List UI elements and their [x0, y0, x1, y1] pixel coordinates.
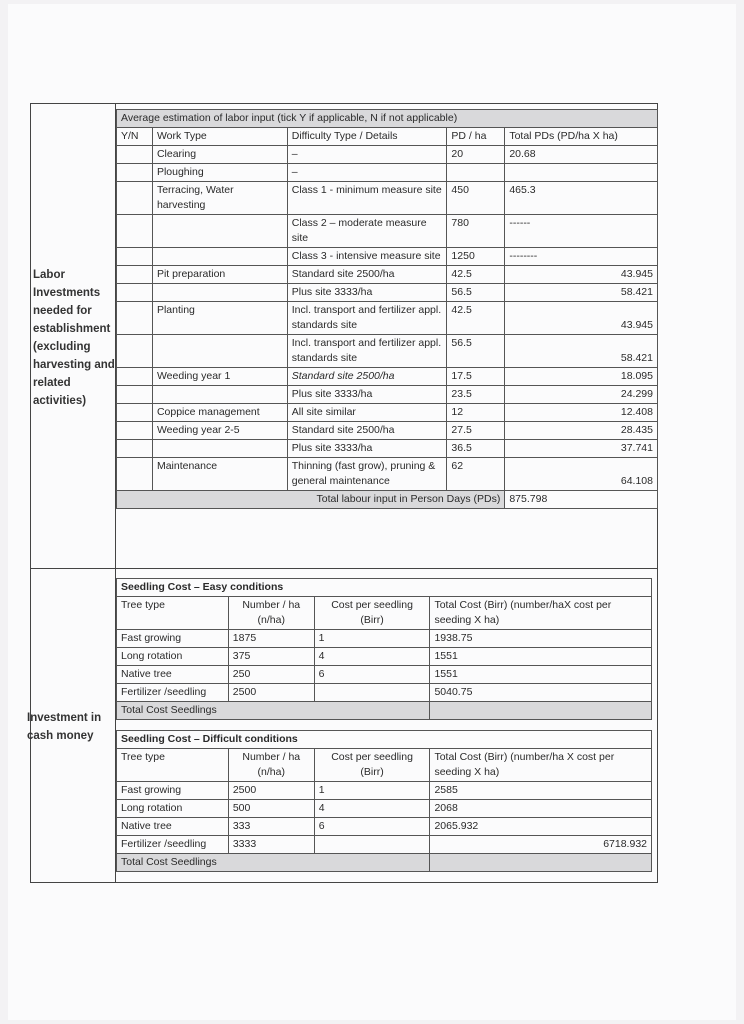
- pd-cell: 17.5: [447, 368, 505, 386]
- total-cell: 20.68: [505, 146, 658, 164]
- labor-caption: Average estimation of labor input (tick Y if applicable, N if not applicable): [117, 110, 658, 128]
- yn-cell[interactable]: [117, 422, 153, 440]
- header-total-pds: Total PDs (PD/ha X ha): [505, 128, 658, 146]
- work-type-cell: [152, 335, 287, 368]
- total-cell: 58.421: [505, 284, 658, 302]
- work-type-cell: Weeding year 1: [152, 368, 287, 386]
- table-row: [117, 248, 658, 266]
- pd-cell: 27.5: [447, 422, 505, 440]
- pd-cell: 42.5: [447, 266, 505, 284]
- header-difficulty: Difficulty Type / Details: [287, 128, 447, 146]
- tree-type-cell: Long rotation: [117, 648, 229, 666]
- difficulty-cell: Thinning (fast grow), pruning & general maintenance: [287, 458, 447, 491]
- yn-cell[interactable]: [117, 404, 153, 422]
- yn-cell[interactable]: [117, 182, 153, 215]
- table-row: [117, 800, 652, 818]
- number-cell: 2500: [228, 684, 314, 702]
- total-cell: ------: [505, 215, 658, 248]
- header-cost: Cost per seedling (Birr): [314, 597, 430, 630]
- easy-seedling-table: [116, 578, 652, 720]
- total-cost-cell: 5040.75: [430, 684, 652, 702]
- work-type-cell: Maintenance: [152, 458, 287, 491]
- tree-type-cell: Fertilizer /seedling: [117, 836, 229, 854]
- table-row: [117, 458, 658, 491]
- pd-cell: 23.5: [447, 386, 505, 404]
- header-tree-type: Tree type: [117, 597, 229, 630]
- number-cell: 375: [228, 648, 314, 666]
- cost-cell: 1: [314, 782, 430, 800]
- easy-total-label: Total Cost Seedlings: [117, 702, 430, 720]
- pd-cell: 20: [447, 146, 505, 164]
- table-row: [117, 684, 652, 702]
- header-number: Number / ha (n/ha): [228, 749, 314, 782]
- total-cell: 64.108: [505, 458, 658, 491]
- total-cell: [505, 164, 658, 182]
- work-type-cell: Pit preparation: [152, 266, 287, 284]
- yn-cell[interactable]: [117, 386, 153, 404]
- total-cell: 37.741: [505, 440, 658, 458]
- pd-cell: 42.5: [447, 302, 505, 335]
- total-cost-cell: 2065.932: [430, 818, 652, 836]
- difficulty-cell: Standard site 2500/ha: [287, 422, 447, 440]
- table-row: [117, 782, 652, 800]
- total-cost-cell: 1551: [430, 666, 652, 684]
- pd-cell: 62: [447, 458, 505, 491]
- difficult-seedling-table: [116, 730, 652, 872]
- table-row: [117, 182, 658, 215]
- work-type-cell: Coppice management: [152, 404, 287, 422]
- pd-cell: 780: [447, 215, 505, 248]
- total-cost-cell: 6718.932: [430, 836, 652, 854]
- table-row: [117, 630, 652, 648]
- cost-cell: [314, 684, 430, 702]
- labor-total-value: 875.798: [505, 491, 658, 509]
- yn-cell[interactable]: [117, 335, 153, 368]
- difficulty-cell: –: [287, 164, 447, 182]
- side-label-cash: Investment in cash money: [27, 712, 102, 742]
- total-cost-cell: 1938.75: [430, 630, 652, 648]
- total-cost-cell: 2585: [430, 782, 652, 800]
- header-cost: Cost per seedling (Birr): [314, 749, 430, 782]
- work-type-cell: [152, 284, 287, 302]
- difficult-title: Seedling Cost – Difficult conditions: [117, 731, 652, 749]
- table-row: [117, 368, 658, 386]
- total-cell: 12.408: [505, 404, 658, 422]
- work-type-cell: Ploughing: [152, 164, 287, 182]
- yn-cell[interactable]: [117, 440, 153, 458]
- total-cell: 43.945: [505, 266, 658, 284]
- table-row: [117, 215, 658, 248]
- pd-cell: 1250: [447, 248, 505, 266]
- header-number: Number / ha (n/ha): [228, 597, 314, 630]
- pd-cell: 56.5: [447, 284, 505, 302]
- cost-cell: 4: [314, 648, 430, 666]
- table-row: [117, 422, 658, 440]
- total-cell: 43.945: [505, 302, 658, 335]
- table-row: [117, 386, 658, 404]
- total-cell: 18.095: [505, 368, 658, 386]
- labor-table: [116, 109, 658, 509]
- tree-type-cell: Fast growing: [117, 782, 229, 800]
- difficult-total-value: [430, 854, 652, 872]
- section-divider: [30, 568, 658, 569]
- labor-total-label: Total labour input in Person Days (PDs): [117, 491, 505, 509]
- cost-cell: 6: [314, 666, 430, 684]
- yn-cell[interactable]: [117, 266, 153, 284]
- difficulty-cell: Class 1 - minimum measure site: [287, 182, 447, 215]
- table-row: [117, 335, 658, 368]
- tree-type-cell: Fertilizer /seedling: [117, 684, 229, 702]
- difficulty-cell: Standard site 2500/ha: [287, 368, 447, 386]
- header-work-type: Work Type: [152, 128, 287, 146]
- yn-cell[interactable]: [117, 458, 153, 491]
- number-cell: 333: [228, 818, 314, 836]
- work-type-cell: [152, 215, 287, 248]
- yn-cell[interactable]: [117, 146, 153, 164]
- pd-cell: 12: [447, 404, 505, 422]
- pd-cell: 56.5: [447, 335, 505, 368]
- table-row: [117, 164, 658, 182]
- difficulty-cell: All site similar: [287, 404, 447, 422]
- yn-cell[interactable]: [117, 302, 153, 335]
- yn-cell[interactable]: [117, 248, 153, 266]
- pd-cell: 450: [447, 182, 505, 215]
- total-cost-cell: 1551: [430, 648, 652, 666]
- table-row: [117, 284, 658, 302]
- pd-cell: [447, 164, 505, 182]
- difficulty-cell: Plus site 3333/ha: [287, 440, 447, 458]
- number-cell: 2500: [228, 782, 314, 800]
- difficulty-cell: Incl. transport and fertilizer appl. standards site: [287, 302, 447, 335]
- header-pd-ha: PD / ha: [447, 128, 505, 146]
- easy-title: Seedling Cost – Easy conditions: [117, 579, 652, 597]
- difficulty-cell: Plus site 3333/ha: [287, 386, 447, 404]
- difficult-total-label: Total Cost Seedlings: [117, 854, 430, 872]
- pd-cell: 36.5: [447, 440, 505, 458]
- work-type-cell: Terracing, Water harvesting: [152, 182, 287, 215]
- table-row: [117, 404, 658, 422]
- header-yn: Y/N: [117, 128, 153, 146]
- cost-cell: [314, 836, 430, 854]
- difficulty-cell: Standard site 2500/ha: [287, 266, 447, 284]
- difficulty-cell: Class 3 - intensive measure site: [287, 248, 447, 266]
- header-total-cost: Total Cost (Birr) (number/haX cost per seeding X ha): [430, 597, 652, 630]
- header-tree-type: Tree type: [117, 749, 229, 782]
- number-cell: 3333: [228, 836, 314, 854]
- table-row: [117, 266, 658, 284]
- difficulty-cell: Plus site 3333/ha: [287, 284, 447, 302]
- total-cost-cell: 2068: [430, 800, 652, 818]
- yn-cell[interactable]: [117, 164, 153, 182]
- tree-type-cell: Native tree: [117, 666, 229, 684]
- yn-cell[interactable]: [117, 215, 153, 248]
- yn-cell[interactable]: [117, 368, 153, 386]
- total-cell: 28.435: [505, 422, 658, 440]
- table-row: [117, 666, 652, 684]
- difficulty-cell: Incl. transport and fertilizer appl. standards site: [287, 335, 447, 368]
- work-type-cell: Clearing: [152, 146, 287, 164]
- total-cell: 24.299: [505, 386, 658, 404]
- number-cell: 500: [228, 800, 314, 818]
- cost-cell: 4: [314, 800, 430, 818]
- work-type-cell: [152, 248, 287, 266]
- table-row: [117, 440, 658, 458]
- work-type-cell: Weeding year 2-5: [152, 422, 287, 440]
- total-cell: 58.421: [505, 335, 658, 368]
- work-type-cell: [152, 440, 287, 458]
- tree-type-cell: Long rotation: [117, 800, 229, 818]
- number-cell: 250: [228, 666, 314, 684]
- table-row: [117, 146, 658, 164]
- table-row: [117, 836, 652, 854]
- header-total-cost: Total Cost (Birr) (number/ha X cost per seeding X ha): [430, 749, 652, 782]
- tree-type-cell: Fast growing: [117, 630, 229, 648]
- table-row: [117, 648, 652, 666]
- easy-total-value: [430, 702, 652, 720]
- cost-cell: 1: [314, 630, 430, 648]
- work-type-cell: [152, 386, 287, 404]
- number-cell: 1875: [228, 630, 314, 648]
- total-cell: 465.3: [505, 182, 658, 215]
- side-label-labor: Labor Investments needed for establishment (excluding harvesting and related activities): [33, 269, 115, 407]
- table-row: [117, 818, 652, 836]
- yn-cell[interactable]: [117, 284, 153, 302]
- table-row: [117, 302, 658, 335]
- work-type-cell: Planting: [152, 302, 287, 335]
- difficulty-cell: –: [287, 146, 447, 164]
- tree-type-cell: Native tree: [117, 818, 229, 836]
- cost-cell: 6: [314, 818, 430, 836]
- side-label-column: [30, 103, 116, 883]
- total-cell: --------: [505, 248, 658, 266]
- difficulty-cell: Class 2 – moderate measure site: [287, 215, 447, 248]
